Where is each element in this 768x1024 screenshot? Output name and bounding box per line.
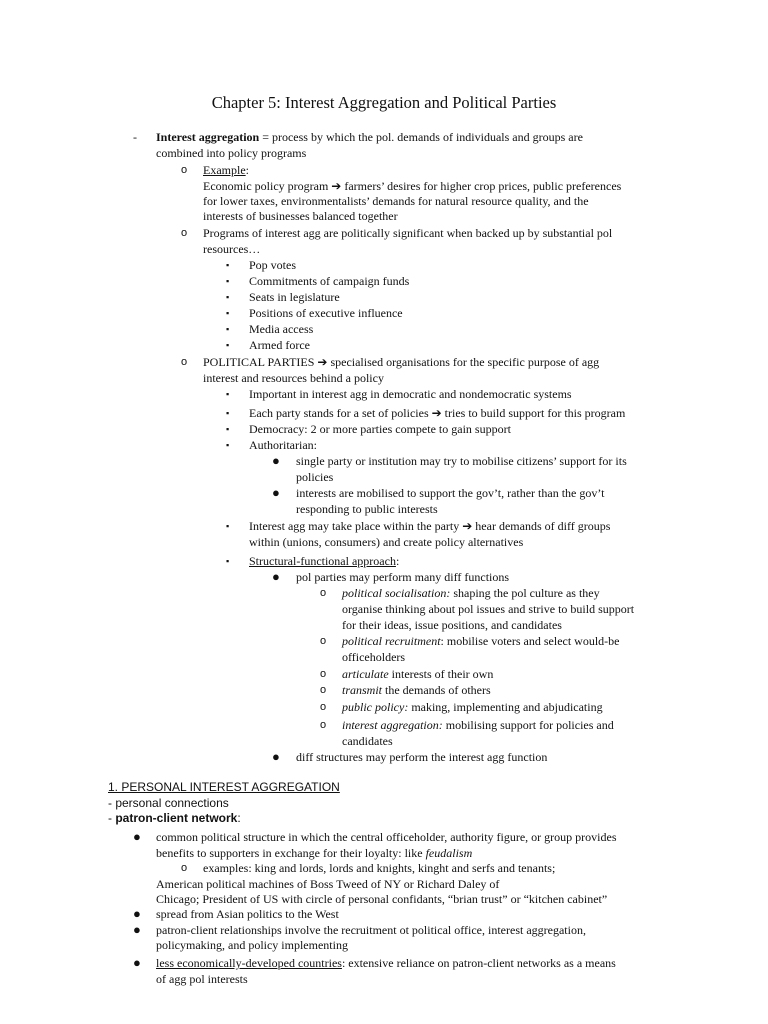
resource-item: Armed force [249, 338, 310, 352]
function-2-line-b: officeholders [342, 650, 406, 664]
bullet-marker: ● [272, 569, 280, 584]
resource-item: Media access [249, 322, 314, 336]
resource-item: Commitments of campaign funds [249, 274, 410, 288]
parties-item-4: Authoritarian: [249, 438, 317, 452]
function-text: mobilising support for policies and [442, 718, 614, 732]
programs-line-2: resources… [203, 242, 261, 256]
bullet-marker: ● [133, 922, 141, 937]
square-marker: ▪ [226, 324, 230, 334]
function-6-line-b: candidates [342, 734, 393, 748]
dash-prefix: - [108, 811, 116, 825]
square-marker: ▪ [226, 340, 230, 350]
page-title: Chapter 5: Interest Aggregation and Political Parties [211, 93, 557, 112]
function-3 [342, 666, 493, 682]
bullet-marker: ● [272, 485, 280, 500]
sf-line-1: pol parties may perform many diff functions [296, 570, 510, 584]
function-2 [342, 633, 620, 649]
function-term: transmit [342, 683, 383, 697]
patron-client-term: patron-client network [115, 811, 238, 825]
circle-marker: o [320, 587, 327, 599]
function-term: political recruitment [342, 634, 441, 648]
item-6-colon: : [395, 554, 400, 568]
circle-marker: o [320, 668, 327, 680]
function-1-line-b: organise thinking about pol issues and strive to build support [342, 602, 635, 616]
square-marker: ▪ [226, 260, 230, 270]
square-marker: ▪ [226, 389, 230, 399]
pc-example-1: examples: king and lords, lords and knights, kinght and serfs and tenants; [203, 861, 556, 875]
square-marker: ▪ [226, 408, 230, 418]
parties-item-5b: within (unions, consumers) and create policy alternatives [249, 535, 524, 549]
example-label: Example [203, 163, 246, 177]
intro-term: Interest aggregation [156, 130, 260, 144]
resource-item: Positions of executive influence [249, 306, 403, 320]
bullet-marker: ● [133, 906, 141, 921]
pc-bullet-3b: policymaking, and policy implementing [156, 938, 348, 952]
function-term: articulate [342, 667, 389, 681]
pc-bullet-4a [156, 955, 616, 971]
dash-marker: - [133, 130, 137, 144]
function-text: making, implementing and abjudicating [408, 700, 603, 714]
example-line-2: for lower taxes, environmentalists’ demands for natural resource quality, and the [203, 194, 589, 208]
circle-marker: o [320, 635, 327, 647]
parties-item-3: Democracy: 2 or more parties compete to gain support [249, 422, 511, 436]
bullet-marker: ● [272, 453, 280, 468]
intro-definition: = process by which the pol. demands of individuals and groups are [259, 130, 583, 144]
square-marker: ▪ [226, 521, 230, 531]
function-4 [342, 682, 491, 698]
ledc-text: : extensive reliance on patron-client networks as a means [341, 956, 616, 970]
function-6 [342, 717, 614, 733]
circle-marker: o [320, 684, 327, 696]
parties-item-5a: Interest agg may take place within the party ➔ hear demands of diff groups [249, 519, 611, 533]
circle-marker: o [181, 862, 188, 874]
parties-item-6 [249, 553, 399, 569]
example-colon: : [245, 163, 249, 177]
pc-bullet-1b [156, 845, 472, 861]
pc-example-3: Chicago; President of US with circle of personal confidants, “brian trust” or “kitchen cabinet” [156, 892, 608, 906]
function-1 [342, 585, 600, 601]
programs-line-1: Programs of interest agg are politically significant when backed up by substantial pol [203, 226, 613, 240]
function-text: the demands of others [382, 683, 491, 697]
example-line-3: interests of businesses balanced together [203, 209, 398, 223]
intro-line-2: combined into policy programs [156, 146, 307, 160]
function-term: political socialisation: [342, 586, 451, 600]
square-marker: ▪ [226, 424, 230, 434]
parties-item-2: Each party stands for a set of policies ➔ tries to build support for this program [249, 406, 626, 420]
example-line-1: Economic policy program ➔ farmers’ desires for higher crop prices, public preferences [203, 179, 622, 193]
bullet-marker: ● [133, 955, 141, 970]
feudalism-term: feudalism [425, 846, 473, 860]
intro-line-1 [156, 129, 583, 145]
pc-bullet-1a: common political structure in which the central officeholder, authority figure, or group provides [156, 830, 617, 844]
function-text: shaping the pol culture as they [450, 586, 600, 600]
square-marker: ▪ [226, 292, 230, 302]
pc-text: benefits to supporters in exchange for their loyalty: like [156, 846, 426, 860]
pc-example-2: American political machines of Boss Tweed of NY or Richard Daley of [156, 877, 500, 891]
section-line-1: - personal connections [108, 796, 229, 810]
function-1-line-c: for their ideas, issue positions, and candidates [342, 618, 562, 632]
square-marker: ▪ [226, 556, 230, 566]
structural-functional-link: Structural-functional approach [249, 554, 396, 568]
circle-marker: o [320, 701, 327, 713]
function-text: interests of their own [388, 667, 494, 681]
resource-item: Seats in legislature [249, 290, 340, 304]
section-heading: 1. PERSONAL INTEREST AGGREGATION [108, 780, 340, 794]
auth-line-2b: responding to public interests [296, 502, 438, 516]
bullet-marker: ● [272, 749, 280, 764]
auth-line-1a: single party or institution may try to mobilise citizens’ support for its [296, 454, 627, 468]
parties-item-1: Important in interest agg in democratic and nondemocratic systems [249, 387, 572, 401]
pc-bullet-4b: of agg pol interests [156, 972, 248, 986]
parties-line-1: POLITICAL PARTIES ➔ specialised organisations for the specific purpose of agg [203, 355, 600, 369]
bullet-marker: ● [133, 829, 141, 844]
circle-marker: o [181, 227, 188, 239]
ledc-term: less economically-developed countries [156, 956, 342, 970]
circle-marker: o [320, 719, 327, 731]
term-colon: : [237, 811, 241, 825]
function-term: public policy: [342, 700, 409, 714]
square-marker: ▪ [226, 276, 230, 286]
square-marker: ▪ [226, 308, 230, 318]
parties-line-2: interest and resources behind a policy [203, 371, 384, 385]
square-marker: ▪ [226, 440, 230, 450]
section-line-2 [108, 810, 241, 826]
circle-marker: o [181, 164, 188, 176]
sf-line-2: diff structures may perform the interest agg function [296, 750, 548, 764]
function-text: : mobilise voters and select would-be [440, 634, 620, 648]
auth-line-2a: interests are mobilised to support the gov’t, rather than the gov’t [296, 486, 605, 500]
function-term: interest aggregation: [342, 718, 443, 732]
pc-bullet-3a: patron-client relationships involve the recruitment ot political office, interest aggregation, [156, 923, 586, 937]
example-label-line [203, 162, 249, 178]
auth-line-1b: policies [296, 470, 334, 484]
pc-bullet-2: spread from Asian politics to the West [156, 907, 339, 921]
circle-marker: o [181, 356, 188, 368]
function-5 [342, 699, 603, 715]
resource-item: Pop votes [249, 258, 297, 272]
